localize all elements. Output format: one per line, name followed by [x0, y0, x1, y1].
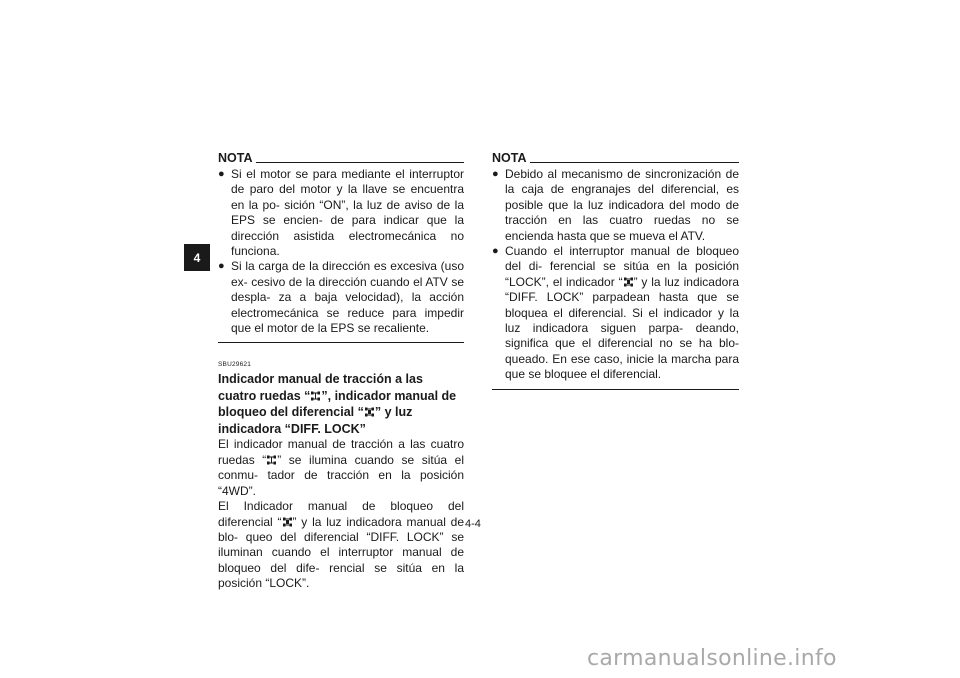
nota-rule	[530, 162, 740, 163]
nota-bullet-item	[218, 167, 464, 259]
nota-bullet-text: Cuando el interruptor manual de bloqueo del di- ferencial se sitúa en la posición “LOCK”, el indicador “	[505, 244, 739, 289]
paragraph-text: El indicador manual de tracción a las cuatro ruedas “	[218, 437, 464, 467]
nota-bullet-text: Debido al mecanismo de sincronización de la caja de engranajes del diferencial, es posible que la luz indicadora del modo de tracción en las cuatro ruedas no se encienda hasta que se mueva el ATV.	[505, 167, 739, 243]
nota-bullet-text: ” y la luz indicadora “DIFF. LOCK” parpadean hasta que se bloquea el diferencial. Si el indicador y la luz indicadora siguen parpa- deando, significa que el diferencial no se ha blo- queado. En ese caso, inicie la marcha para que se bloquee el diferencial.	[505, 274, 739, 382]
nota-bullet-list	[218, 167, 464, 336]
paragraph-4wd-indicator	[218, 437, 464, 499]
bullet-dot-icon: ●	[492, 245, 499, 258]
nota-label: NOTA	[218, 151, 253, 165]
nota-header	[492, 150, 739, 165]
diff-lock-icon	[365, 407, 374, 417]
nota-end-rule	[218, 342, 464, 343]
chapter-tab	[184, 244, 210, 271]
nota-rule	[256, 162, 465, 163]
paragraph-diff-lock-indicator	[218, 499, 464, 591]
nota-bullet-item	[218, 259, 464, 336]
chapter-tab-number: 4	[193, 250, 201, 265]
page-number: 4-4	[465, 518, 481, 530]
diff-lock-icon	[624, 277, 633, 287]
nota-bullet-item	[492, 167, 739, 244]
nota-bullet-list	[492, 167, 739, 383]
nota-end-rule	[492, 389, 739, 390]
watermark: carmanualsonline.info	[587, 646, 837, 671]
paragraph-text: ” se ilumina cuando se sitúa el conmu- tador de tracción en la posición “4WD”.	[218, 452, 464, 498]
section-code: SBU29621	[218, 361, 252, 369]
left-column	[218, 150, 464, 592]
diff-lock-icon	[283, 517, 292, 527]
nota-header	[218, 150, 464, 165]
right-column	[492, 150, 739, 390]
section-title-text: ”, indicador manual de bloqueo del diferencial “	[218, 388, 457, 420]
section-title	[218, 371, 464, 437]
nota-bullet-text: Si el motor se para mediante el interruptor de paro del motor y la llave se encuentra en la po- sición “ON”, la luz de aviso de la EPS se encien- de para indicar que la dirección asistida electromecánica no funciona.	[231, 167, 464, 259]
paragraph-text: ” y la luz indicadora manual de blo- queo del diferencial “DIFF. LOCK” se iluminan cuando el interruptor manual de bloqueo del dife- rencial se sitúa en la posición “LOCK”.	[218, 514, 465, 591]
four-wheel-drive-icon	[311, 391, 320, 401]
bullet-dot-icon: ●	[492, 168, 499, 180]
section-title-text: Indicador manual de tracción a las cuatro ruedas “	[218, 372, 423, 403]
nota-bullet-text: Si la carga de la dirección es excesiva (uso ex- cesivo de la dirección cuando el ATV se despla- za a baja velocidad), la acción electromecánica se reduce para impedir que el motor de la EPS se recaliente.	[231, 259, 464, 336]
bullet-dot-icon: ●	[218, 260, 225, 273]
bullet-dot-icon: ●	[218, 168, 225, 180]
four-wheel-drive-icon	[267, 455, 276, 465]
nota-bullet-item	[492, 244, 739, 383]
paragraph-text: El Indicador manual de bloqueo del diferencial “	[218, 499, 464, 529]
nota-label: NOTA	[492, 151, 527, 165]
section-title-text: ” y luz indicadora “DIFF. LOCK”	[218, 405, 413, 436]
